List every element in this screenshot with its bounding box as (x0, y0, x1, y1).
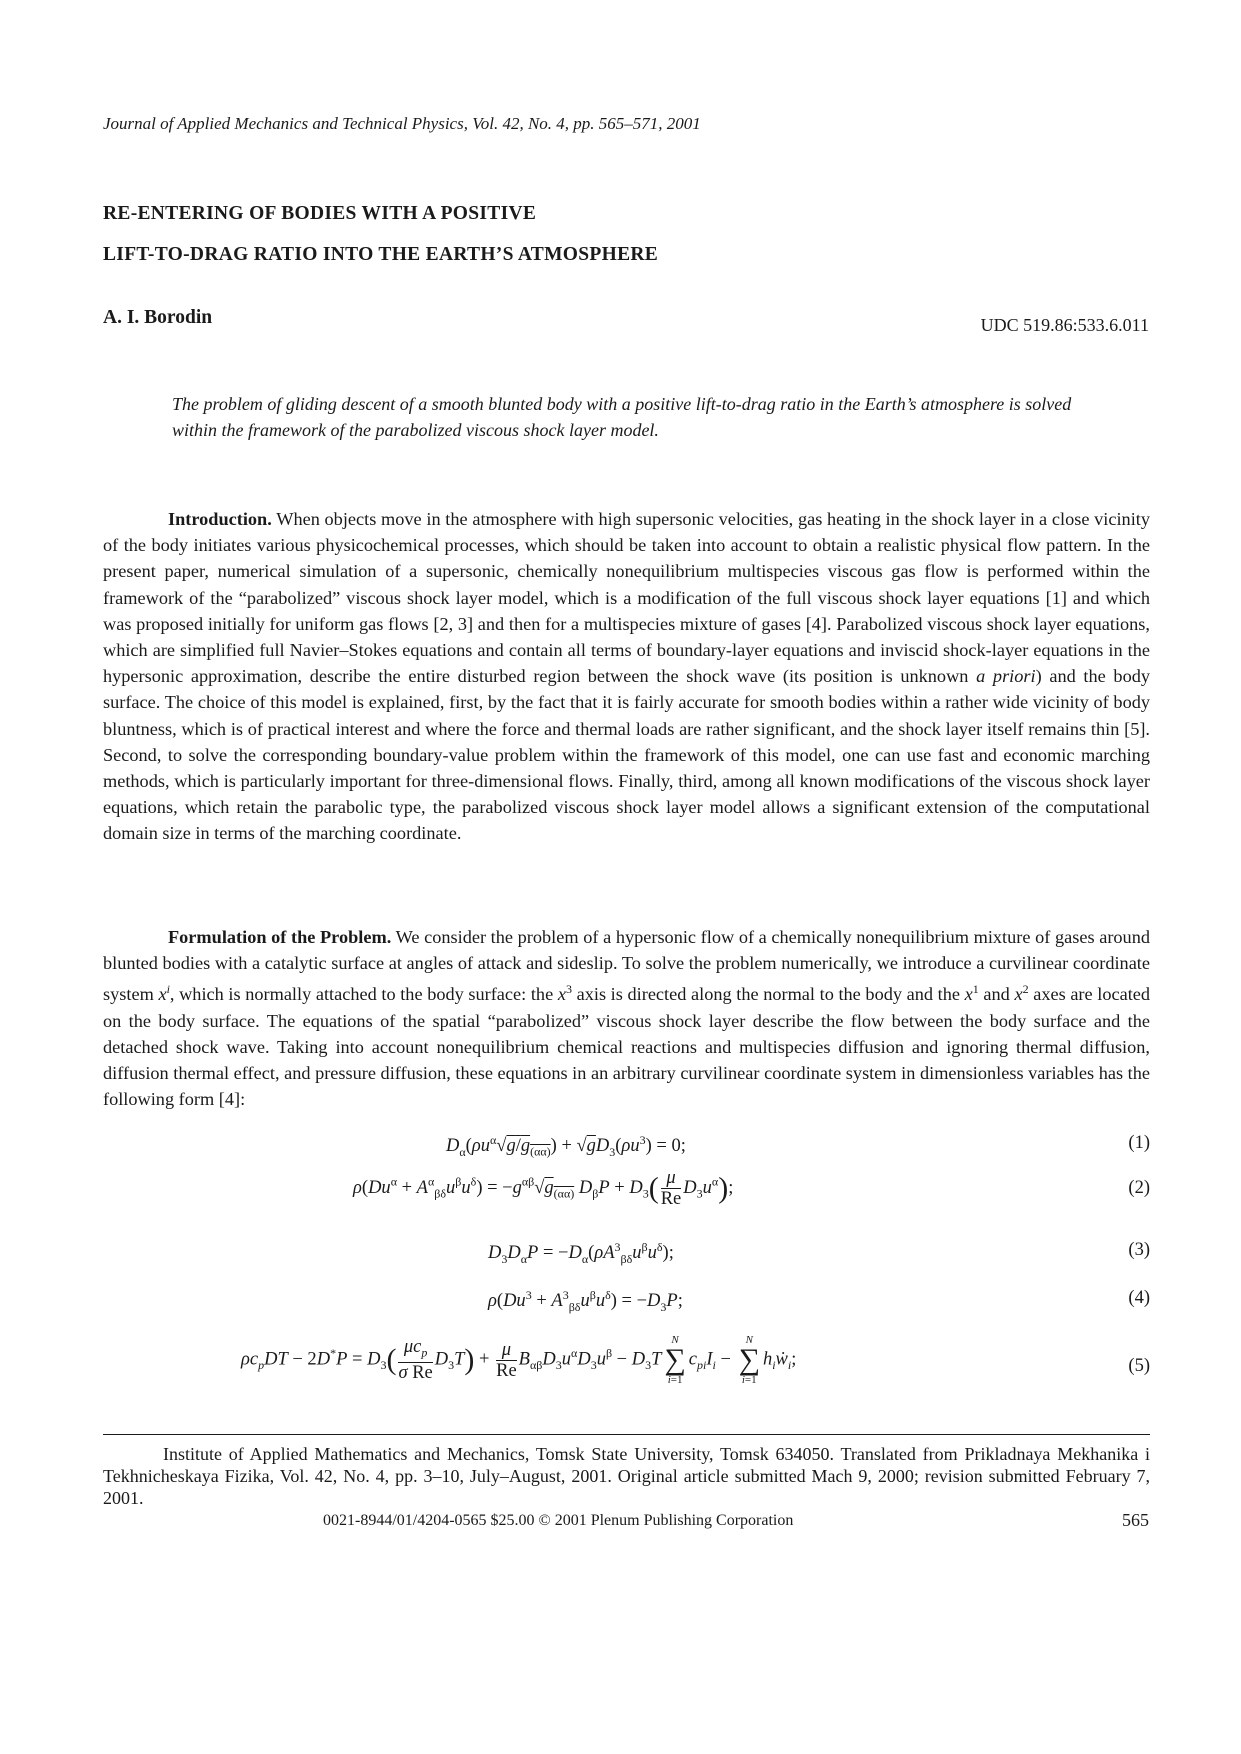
formulation-text-b: , which is normally attached to the body surface: the (169, 984, 554, 1005)
author: A. I. Borodin (103, 307, 213, 328)
introduction-text: When objects move in the atmosphere with high supersonic velocities, gas heating in the shock layer in a close vicinity of the body initiates various physicochemical processes, which should be taken into account to obtain a realistic physical flow pattern. In the present paper, numerical simulation of a supersonic, chemically nonequilibrium multispecies viscous gas flow is performed within the framework of the “parabolized” viscous shock layer model, which is a modification of the full viscous shock layer equations [1] and which was proposed initially for uniform gas flows [2, 3] and then for a multispecies mixture of gases [4]. Parabolized viscous shock layer equations, which are simplified full Navier–Stokes equations and contain all terms of boundary-layer equations and inviscid shock-layer equations in the hypersonic approximation, describe the entire disturbed region between the shock wave (its position is unknown (103, 509, 1150, 687)
formulation-text-a: We consider the problem of a hypersonic flow of a chemically nonequilibrium mixture of gases around blunted bodies with a catalytic surface at angles of attack and sideslip. To solve the problem numerically, we introduce a curvilinear coordinate system (103, 927, 1150, 1005)
formulation-heading: Formulation of the Problem. (168, 927, 392, 947)
formulation-section: Formulation of the Problem. We consider the problem of a hypersonic flow of a chemically nonequilibrium mixture of gases around blunted bodies with a catalytic surface at angles of attack and sideslip. To solve the problem numerically, we introduce a curvilinear coordinate system $x^i$, which is normally attached to the body surface: the $x^3$ axis is directed along the normal to the body and the $x^1$ and $x^2$ axes are located on the body surface. The equations of the spatial “parabolized” viscous shock layer describe the flow between the body surface and the detached shock wave. Taking into account nonequilibrium chemical reactions and multispecies diffusion and ignoring thermal diffusion, diffusion thermal effect, and pressure diffusion, these equations in an arbitrary curvilinear coordinate system in dimensionless variables has the following form [4]: (103, 927, 1151, 1110)
paper-title-line-2: LIFT-TO-DRAG RATIO INTO THE EARTH’S ATMOSPHERE (103, 244, 659, 265)
equation-3-number: (3) (1128, 1240, 1150, 1260)
abstract: The problem of gliding descent of a smooth blunted body with a positive lift-to-drag ratio in the Earth’s atmosphere is solved within the framework of the parabolized viscous shock layer model. (172, 394, 1072, 440)
introduction-heading: Introduction. (168, 509, 272, 529)
formulation-text-e: axes are located on the body surface. The equations of the spatial “parabolized” viscous shock layer describe the flow between the body surface and the detached shock wave. Taking into account nonequilibrium chemical reactions and multispecies diffusion and ignoring thermal diffusion, diffusion thermal effect, and pressure diffusion, these equations in an arbitrary curvilinear coordinate system in dimensionless variables has the following form [4]: (103, 984, 1151, 1110)
formulation-text-d: and (983, 984, 1010, 1005)
page-number: 565 (1122, 1510, 1149, 1530)
journal-citation: Journal of Applied Mechanics and Technical Physics, Vol. 42, No. 4, pp. 565–571, 2001 (103, 114, 701, 133)
introduction-italic: a priori (976, 666, 1036, 687)
formulation-text-c: axis is directed along the normal to the body and the (576, 984, 960, 1005)
udc-code: UDC 519.86:533.6.011 (980, 315, 1149, 335)
equation-1-number: (1) (1128, 1133, 1150, 1153)
introduction-text-2: ) and the body surface. The choice of this model is explained, first, by the fact that it is fairly accurate for smooth bodies within a rather wide vicinity of body bluntness, which is of practical interest and where the force and thermal loads are rather significant, and the shock layer itself remains thin [5]. Second, to solve the corresponding boundary-value problem within the framework of this model, one can use fast and economic marching methods, which is particularly important for three-dimensional flows. Finally, third, among all known modifications of the viscous shock layer equations, which retain the parabolic type, the parabolized viscous shock layer model allows a significant extension of the computational domain size in terms of the marching coordinate. (103, 666, 1150, 844)
introduction-section (103, 506, 1150, 847)
paper-title-line-1: RE-ENTERING OF BODIES WITH A POSITIVE (103, 203, 537, 224)
equation-4-number: (4) (1128, 1288, 1150, 1308)
equation-5-number: (5) (1128, 1356, 1150, 1376)
equation-2-number: (2) (1128, 1178, 1150, 1198)
footnote-text: Institute of Applied Mathematics and Mechanics, Tomsk State University, Tomsk 634050. Translated from Prikladnaya Mekhanika i Tekhnicheskaya Fizika, Vol. 42, No. 4, pp. 3–10, July–August, 2001. Original article submitted Mach 9, 2000; revision submitted February 7, 2001. (103, 1444, 1150, 1508)
copyright-line: 0021-8944/01/4204-0565 $25.00 © 2001 Plenum Publishing Corporation (323, 1512, 794, 1529)
footnote (103, 1443, 1150, 1509)
footnote-rule (103, 1434, 1150, 1435)
